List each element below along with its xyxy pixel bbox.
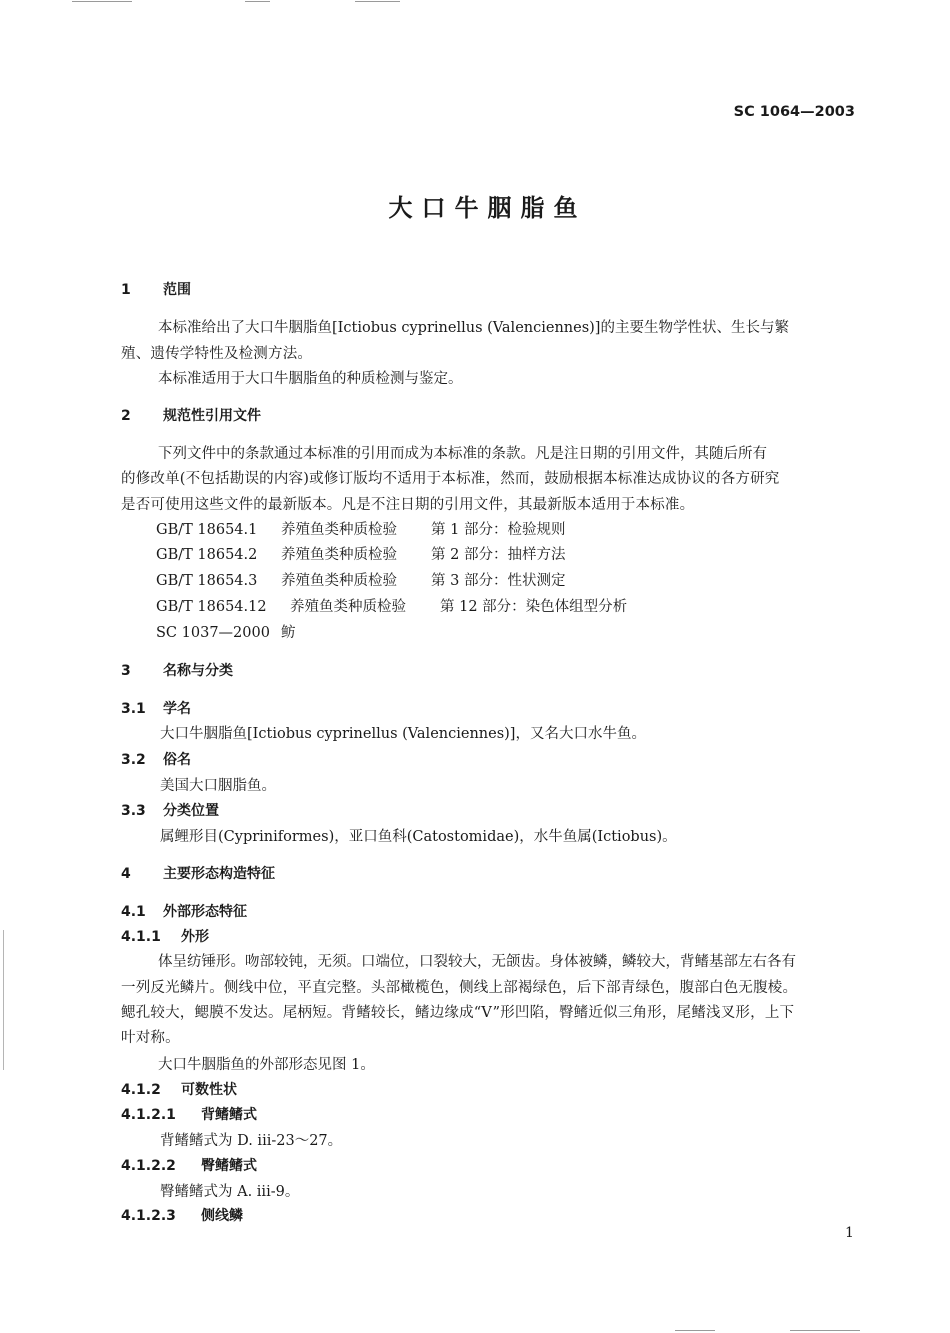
section-title: 主要形态构造特征 xyxy=(163,866,275,882)
subsection-4-1-2-2-heading xyxy=(121,1155,257,1175)
page-number: 1 xyxy=(845,1225,854,1241)
subsection-number: 4.1.2 xyxy=(121,1082,161,1098)
subsection-number: 4.1.2.3 xyxy=(121,1208,176,1224)
paragraph-continuation: 一列反光鳞片。侧线中位，平直完整。头部橄榄色，侧线上部褐绿色，后下部青绿色，腹部白色无腹棱。 xyxy=(121,980,798,996)
reference-part: 第 1 部分：检验规则 xyxy=(431,522,566,538)
paragraph-continuation: 的修改单(不包括勘误的内容)或修订版均不适用于本标准，然而，鼓励根据本标准达成协议的各方研究 xyxy=(121,471,780,487)
reference-item xyxy=(156,518,565,539)
subsection-4-1-2-3-heading xyxy=(121,1205,243,1225)
subsection-number: 4.1.2.1 xyxy=(121,1107,176,1123)
paragraph: 本标准给出了大口牛胭脂鱼[Ictiobus cyprinellus (Valenciennes)]的主要生物学性状、生长与繁 xyxy=(158,320,789,336)
section-number: 4 xyxy=(121,866,131,882)
paragraph: 属鲤形目(Cypriniformes)，亚口鱼科(Catostomidae)，水牛鱼属(Ictiobus)。 xyxy=(160,829,677,845)
subsection-number: 3.2 xyxy=(121,752,146,768)
reference-part: 第 2 部分：抽样方法 xyxy=(431,547,566,563)
paragraph: 美国大口胭脂鱼。 xyxy=(160,778,276,794)
subsection-3-1-heading xyxy=(121,698,191,718)
section-number: 1 xyxy=(121,282,131,298)
reference-code: GB/T 18654.1 xyxy=(156,522,258,538)
paragraph: 臀鳍鳍式为 A. iii-9。 xyxy=(160,1184,300,1200)
subsection-4-1-1-heading xyxy=(121,926,209,946)
subsection-title: 臀鳍鳍式 xyxy=(201,1158,257,1174)
reference-item xyxy=(156,543,565,564)
page-title: 大口牛胭脂鱼 xyxy=(388,194,587,222)
subsection-title: 外形 xyxy=(181,929,209,945)
paragraph: 背鳍鳍式为 D. iii-23～27。 xyxy=(160,1133,343,1149)
subsection-4-1-2-1-heading xyxy=(121,1104,257,1124)
paragraph: 本标准适用于大口牛胭脂鱼的种质检测与鉴定。 xyxy=(158,371,463,387)
subsection-number: 4.1.2.2 xyxy=(121,1158,176,1174)
section-2-heading xyxy=(121,405,261,425)
reference-code: GB/T 18654.12 xyxy=(156,599,267,615)
reference-title: 养殖鱼类种质检验 xyxy=(290,599,406,615)
reference-title: 养殖鱼类种质检验 xyxy=(281,522,397,538)
paragraph: 下列文件中的条款通过本标准的引用而成为本标准的条款。凡是注日期的引用文件，其随后所有 xyxy=(158,446,767,462)
subsection-title: 学名 xyxy=(163,701,191,717)
reference-part: 第 12 部分：染色体组型分析 xyxy=(440,599,628,615)
subsection-4-1-heading xyxy=(121,901,247,921)
reference-code: GB/T 18654.3 xyxy=(156,573,258,589)
paragraph: 体呈纺锤形。吻部较钝，无须。口端位，口裂较大，无颌齿。身体被鳞，鳞较大，背鳍基部左右各有 xyxy=(158,954,796,970)
reference-code: SC 1037—2000 xyxy=(156,625,270,641)
section-3-heading xyxy=(121,660,233,680)
subsection-number: 3.3 xyxy=(121,803,146,819)
paragraph-continuation: 殖、遗传学特性及检测方法。 xyxy=(121,346,313,362)
reference-title: 养殖鱼类种质检验 xyxy=(281,547,397,563)
subsection-3-2-heading xyxy=(121,749,191,769)
subsection-number: 4.1 xyxy=(121,904,146,920)
reference-part: 第 3 部分：性状测定 xyxy=(431,573,566,589)
scan-edge-left xyxy=(3,930,4,1070)
reference-title: 养殖鱼类种质检验 xyxy=(281,573,397,589)
reference-item xyxy=(156,595,627,616)
reference-item xyxy=(156,569,565,590)
subsection-title: 背鳍鳍式 xyxy=(201,1107,257,1123)
subsection-title: 侧线鳞 xyxy=(201,1208,243,1224)
document-number: SC 1064—2003 xyxy=(733,104,855,120)
subsection-title: 俗名 xyxy=(163,752,191,768)
subsection-title: 可数性状 xyxy=(181,1082,237,1098)
paragraph-continuation: 鳃孔较大，鳃膜不发达。尾柄短。背鳍较长，鳍边缘成“V”形凹陷，臀鳍近似三角形，尾鳍浅叉形，上下 xyxy=(121,1005,795,1021)
subsection-title: 分类位置 xyxy=(163,803,219,819)
subsection-title: 外部形态特征 xyxy=(163,904,247,920)
reference-item xyxy=(156,621,296,642)
section-number: 2 xyxy=(121,408,131,424)
scan-line-top-2 xyxy=(245,1,270,2)
subsection-3-3-heading xyxy=(121,800,219,820)
scan-line-bottom-2 xyxy=(790,1330,860,1331)
paragraph-continuation: 是否可使用这些文件的最新版本。凡是不注日期的引用文件，其最新版本适用于本标准。 xyxy=(121,497,695,513)
section-number: 3 xyxy=(121,663,131,679)
section-title: 范围 xyxy=(163,282,191,298)
scan-line-bottom-1 xyxy=(675,1330,715,1331)
subsection-4-1-2-heading xyxy=(121,1079,237,1099)
section-title: 名称与分类 xyxy=(163,663,233,679)
section-title: 规范性引用文件 xyxy=(163,408,261,424)
paragraph: 大口牛胭脂鱼的外部形态见图 1。 xyxy=(158,1057,375,1073)
paragraph: 大口牛胭脂鱼[Ictiobus cyprinellus (Valenciennes)]，又名大口水牛鱼。 xyxy=(160,726,646,742)
subsection-number: 3.1 xyxy=(121,701,146,717)
reference-title: 鲂 xyxy=(281,625,296,641)
scan-line-top-1 xyxy=(72,1,132,2)
subsection-number: 4.1.1 xyxy=(121,929,161,945)
reference-code: GB/T 18654.2 xyxy=(156,547,258,563)
section-4-heading xyxy=(121,863,275,883)
section-1-heading xyxy=(121,279,191,299)
scan-line-top-3 xyxy=(355,1,400,2)
paragraph-continuation: 叶对称。 xyxy=(121,1030,180,1046)
